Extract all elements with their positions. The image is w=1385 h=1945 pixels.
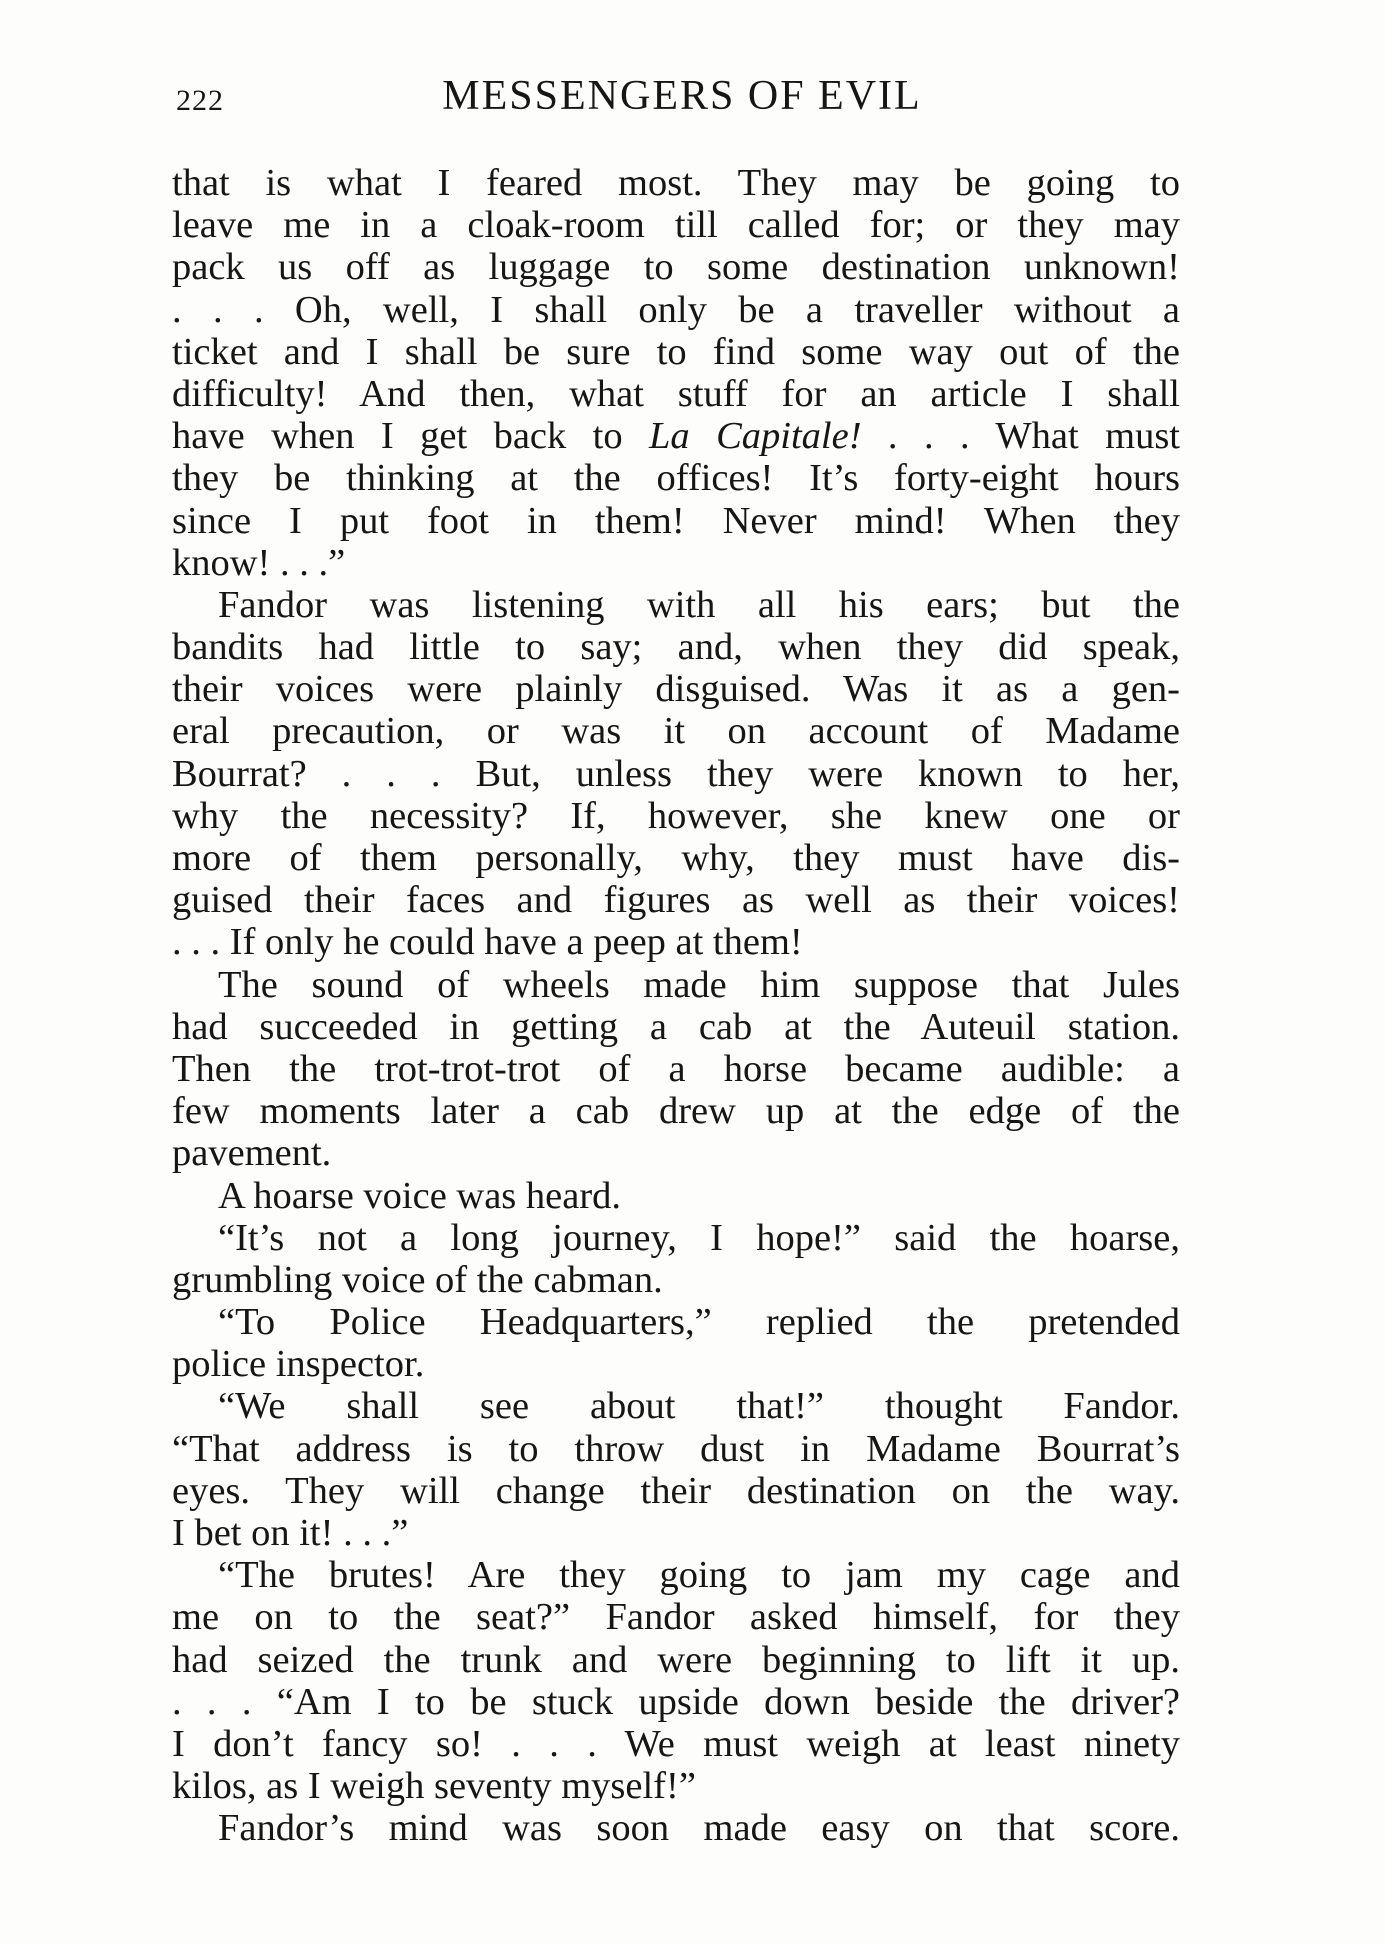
text-line <box>172 457 1180 499</box>
line-text: more of them personally, why, they must have dis- <box>172 837 1180 879</box>
text-line <box>172 879 1180 921</box>
text-line <box>172 1807 1180 1849</box>
line-text: guised their faces and figures as well as their voices! <box>172 879 1180 922</box>
text-line <box>172 710 1180 752</box>
line-text: me on to the seat?” Fandor asked himself, for they <box>172 1596 1180 1639</box>
line-text: A hoarse voice was heard. <box>218 1174 622 1217</box>
line-text: police inspector. <box>172 1343 425 1386</box>
line-text: “The brutes! Are they going to jam my cage and <box>218 1554 1180 1597</box>
text-line <box>172 331 1180 373</box>
text-line <box>172 964 1180 1006</box>
text-line <box>172 542 1180 584</box>
line-text: since I put foot in them! Never mind! When they <box>172 499 1180 542</box>
text-line <box>172 1512 1180 1554</box>
text-line <box>172 1681 1180 1723</box>
line-text: The sound of wheels made him suppose that Jules <box>218 963 1180 1006</box>
text-line <box>172 1765 1180 1807</box>
body-text <box>172 162 1180 1850</box>
text-line <box>172 162 1180 204</box>
line-text: “We shall see about that!” thought Fandor. <box>218 1385 1180 1428</box>
text-line <box>172 753 1180 795</box>
line-text: Fandor’s mind was soon made easy on that score. <box>218 1807 1180 1850</box>
text-line <box>172 668 1180 710</box>
page-number: 222 <box>176 84 224 117</box>
text-line <box>172 1343 1180 1385</box>
text-line <box>172 289 1180 331</box>
line-text: ticket and I shall be sure to find some way out of the <box>172 330 1180 373</box>
line-text: Then the trot-trot-trot of a horse became audible: a <box>172 1047 1180 1090</box>
text-line <box>172 1554 1180 1596</box>
line-text: why the necessity? If, however, she knew one or <box>172 794 1180 837</box>
line-text: kilos, as I weigh seventy myself!” <box>172 1765 696 1808</box>
text-line <box>172 1048 1180 1090</box>
line-text: I don’t fancy so! . . . We must weigh at least ninety <box>172 1722 1180 1765</box>
line-text: pack us off as luggage to some destination unknown! <box>172 246 1180 289</box>
line-text: know! . . .” <box>172 541 346 584</box>
line-text: have when I get back to <box>172 415 650 458</box>
text-line <box>172 1090 1180 1132</box>
running-title: MESSENGERS OF EVIL <box>442 73 922 119</box>
line-text: their voices were plainly disguised. Was it as a gen- <box>172 668 1180 711</box>
line-text: few moments later a cab drew up at the edge of the <box>172 1090 1180 1133</box>
line-text: “It’s not a long journey, I hope!” said the hoarse, <box>218 1216 1180 1259</box>
line-text: pavement. <box>172 1132 332 1175</box>
line-text: grumbling voice of the cabman. <box>172 1258 663 1301</box>
line-text: eyes. They will change their destination on the way. <box>172 1469 1180 1512</box>
page-header <box>172 72 1182 120</box>
text-line <box>172 246 1180 288</box>
line-text: they be thinking at the offices! It’s forty-eight hours <box>172 457 1180 500</box>
text-line <box>172 1723 1180 1765</box>
text-line <box>172 1428 1180 1470</box>
line-text: difficulty! And then, what stuff for an article I shall <box>172 372 1180 415</box>
text-line <box>172 1385 1180 1427</box>
line-text: had succeeded in getting a cab at the Auteuil station. <box>172 1005 1180 1048</box>
line-text: . . . If only he could have a peep at them! <box>172 921 803 964</box>
text-line <box>172 837 1180 879</box>
text-line <box>172 1006 1180 1048</box>
text-line <box>172 921 1180 963</box>
text-line <box>172 373 1180 415</box>
line-text-continued: . . . What must <box>861 415 1180 458</box>
text-line <box>172 415 1180 457</box>
text-line <box>172 500 1180 542</box>
line-text: that is what I feared most. They may be going to <box>172 162 1180 204</box>
text-line <box>172 795 1180 837</box>
text-line <box>172 204 1180 246</box>
text-line <box>172 1639 1180 1681</box>
text-line <box>172 584 1180 626</box>
text-line <box>172 1217 1180 1259</box>
line-text: . . . Oh, well, I shall only be a traveller without a <box>172 288 1180 331</box>
text-line <box>172 626 1180 668</box>
line-text: . . . “Am I to be stuck upside down beside the driver? <box>172 1680 1180 1723</box>
line-text: “That address is to throw dust in Madame Bourrat’s <box>172 1427 1180 1470</box>
text-line <box>172 1301 1180 1343</box>
text-line <box>172 1175 1180 1217</box>
italic-title: La Capitale! <box>649 415 862 458</box>
text-line <box>172 1596 1180 1638</box>
line-text: leave me in a cloak-room till called for; or they may <box>172 204 1180 247</box>
text-line <box>172 1259 1180 1301</box>
line-text: had seized the trunk and were beginning to lift it up. <box>172 1638 1180 1681</box>
line-text: I bet on it! . . .” <box>172 1512 409 1554</box>
line-text: Fandor was listening with all his ears; but the <box>218 583 1180 626</box>
text-line <box>172 1470 1180 1512</box>
line-text: Bourrat? . . . But, unless they were known to her, <box>172 752 1180 795</box>
text-line <box>172 1132 1180 1174</box>
line-text: “To Police Headquarters,” replied the pretended <box>218 1301 1180 1344</box>
line-text: bandits had little to say; and, when they did speak, <box>172 626 1180 669</box>
line-text: eral precaution, or was it on account of Madame <box>172 710 1180 753</box>
